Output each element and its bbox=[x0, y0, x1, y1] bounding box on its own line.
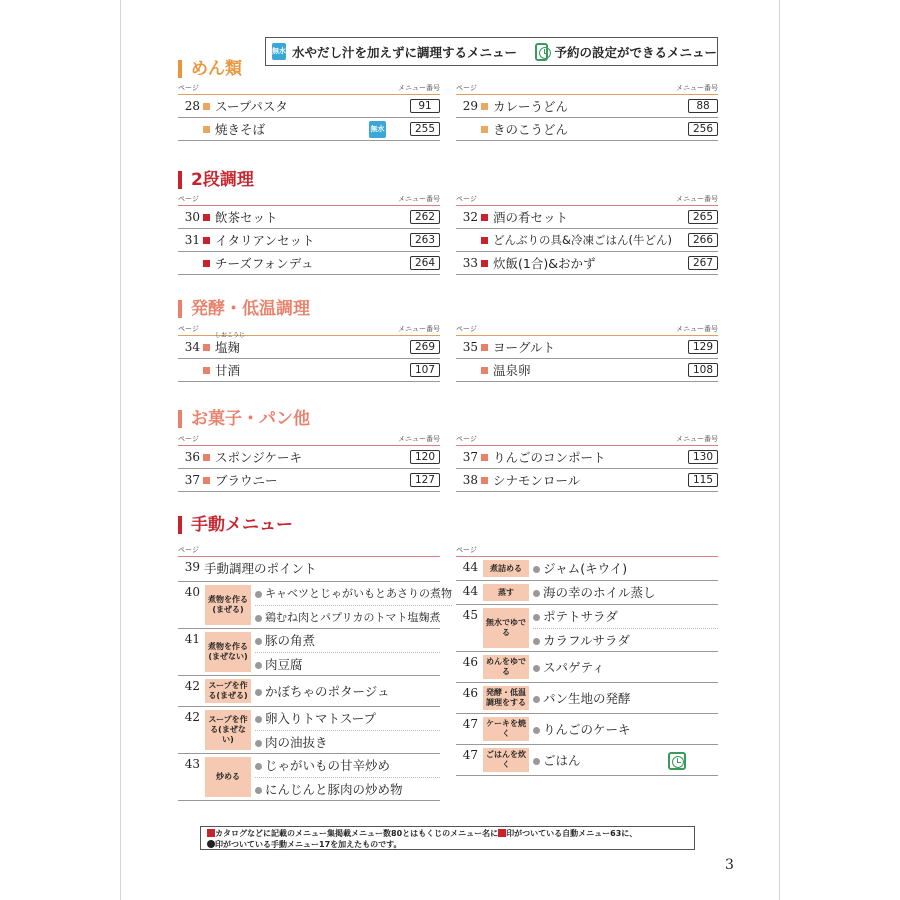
legend-box bbox=[265, 37, 718, 66]
col-header: ページ メニュー番号 bbox=[456, 85, 718, 95]
col-header: ページ メニュー番号 bbox=[456, 436, 718, 446]
category-tag: 炒める bbox=[205, 757, 251, 797]
manual-row[interactable]: 42 スープを作る(まぜない) 卵入りトマトスープ 肉の油抜き bbox=[178, 707, 440, 754]
menu-row[interactable]: 温泉卵 108 bbox=[456, 359, 718, 382]
timer-icon bbox=[668, 752, 686, 770]
manual-right-col bbox=[456, 543, 718, 776]
page-number: 3 bbox=[725, 857, 734, 873]
menu-row[interactable]: どんぶりの具&冷凍ごはん(牛どん) 266 bbox=[456, 229, 718, 252]
col-header: ページ bbox=[456, 543, 718, 557]
men-right-col bbox=[456, 85, 718, 141]
menu-row[interactable]: 焼きそば 無水 255 bbox=[178, 118, 440, 141]
musui-icon: 無水 bbox=[369, 121, 386, 138]
red-square-icon bbox=[498, 829, 506, 837]
manual-left-col bbox=[178, 543, 452, 801]
menu-row[interactable]: チーズフォンデュ 264 bbox=[178, 252, 440, 275]
menu-row[interactable]: 37 りんごのコンポート 130 bbox=[456, 446, 718, 469]
category-tag: 煮詰める bbox=[483, 560, 529, 577]
manual-row[interactable]: 46 めんをゆでる スパゲティ bbox=[456, 652, 718, 683]
nidan-right-col bbox=[456, 196, 718, 275]
musui-icon: 無水 bbox=[272, 43, 286, 60]
okashi-left-col bbox=[178, 436, 440, 492]
menu-row[interactable]: 38 シナモンロール 115 bbox=[456, 469, 718, 492]
menu-row[interactable]: 29 カレーうどん 88 bbox=[456, 95, 718, 118]
menu-row[interactable]: 36 スポンジケーキ 120 bbox=[178, 446, 440, 469]
category-tag: めんをゆでる bbox=[483, 655, 529, 679]
manual-row[interactable]: 40 煮物を作る(まぜる) キャベツとじゃがいもとあさりの煮物 鶏むね肉とパプリカのトマト塩麹煮 bbox=[178, 582, 440, 629]
col-header: ページ メニュー番号 bbox=[178, 436, 440, 446]
category-tag: 発酵・低温調理をする bbox=[483, 686, 529, 710]
col-header: ページ メニュー番号 bbox=[178, 326, 440, 336]
col-header: ページ メニュー番号 bbox=[178, 196, 440, 206]
category-tag: ごはんを炊く bbox=[483, 748, 529, 772]
section-title-manual: 手動メニュー bbox=[178, 516, 293, 534]
col-header: ページ bbox=[178, 543, 440, 557]
section-title-okashi: お菓子・パン他 bbox=[178, 410, 310, 428]
col-header: ページ メニュー番号 bbox=[456, 196, 718, 206]
col-header: ページ メニュー番号 bbox=[178, 85, 440, 95]
black-dot-icon bbox=[207, 840, 215, 848]
menu-row[interactable]: 37 ブラウニー 127 bbox=[178, 469, 440, 492]
manual-row[interactable]: 47 ケーキを焼く りんごのケーキ bbox=[456, 714, 718, 745]
hakko-left-col bbox=[178, 326, 440, 382]
menu-row[interactable]: 33 炊飯(1合)&おかず 267 bbox=[456, 252, 718, 275]
manual-row[interactable]: 44 蒸す 海の幸のホイル蒸し bbox=[456, 581, 718, 605]
menu-row[interactable]: 31 イタリアンセット 263 bbox=[178, 229, 440, 252]
manual-row[interactable]: 41 煮物を作る(まぜない) 豚の角煮 肉豆腐 bbox=[178, 629, 440, 676]
menu-row[interactable]: 28 スープパスタ 91 bbox=[178, 95, 440, 118]
section-title-men: めん類 bbox=[178, 60, 242, 78]
menu-row[interactable]: 35 ヨーグルト 129 bbox=[456, 336, 718, 359]
category-tag: 蒸す bbox=[483, 584, 529, 601]
menu-row[interactable]: きのこうどん 256 bbox=[456, 118, 718, 141]
hakko-right-col bbox=[456, 326, 718, 382]
category-tag: 煮物を作る(まぜる) bbox=[205, 585, 251, 625]
category-tag: 煮物を作る(まぜない) bbox=[205, 632, 251, 672]
category-tag: 無水でゆでる bbox=[483, 608, 529, 648]
menu-row[interactable]: 32 酒の肴セット 265 bbox=[456, 206, 718, 229]
okashi-right-col bbox=[456, 436, 718, 492]
manual-row[interactable]: 43 炒める じゃがいもの甘辛炒め にんじんと豚肉の炒め物 bbox=[178, 754, 440, 801]
col-header: ページ メニュー番号 bbox=[456, 326, 718, 336]
footnote: カタログなどに記載のメニュー集掲載メニュー数80とはもくじのメニュー名に 印がついている自動メニュー63に、 印がついている手動メニュー17を加えたものです。 bbox=[200, 826, 695, 850]
legend-musui-text: 水やだし汁を加えずに調理するメニュー bbox=[292, 44, 518, 60]
menu-row[interactable]: 甘酒 107 bbox=[178, 359, 440, 382]
manual-row[interactable]: 45 無水でゆでる ポテトサラダ カラフルサラダ bbox=[456, 605, 718, 652]
manual-row[interactable]: 39 手動調理のポイント bbox=[178, 557, 440, 582]
timer-icon bbox=[535, 43, 548, 61]
category-tag: ケーキを焼く bbox=[483, 717, 529, 741]
nidan-left-col bbox=[178, 196, 440, 275]
menu-row[interactable]: 30 飲茶セット 262 bbox=[178, 206, 440, 229]
men-left-col bbox=[178, 85, 440, 141]
red-square-icon bbox=[207, 829, 215, 837]
section-title-hakko: 発酵・低温調理 bbox=[178, 300, 310, 318]
legend-timer-text: 予約の設定ができるメニュー bbox=[554, 44, 717, 60]
menu-row[interactable]: 34 しおこうじ 塩麹 269 bbox=[178, 336, 440, 359]
category-tag: スープを作る(まぜる) bbox=[205, 679, 251, 703]
manual-row[interactable]: 47 ごはんを炊く ごはん bbox=[456, 745, 718, 776]
manual-row[interactable]: 46 発酵・低温調理をする パン生地の発酵 bbox=[456, 683, 718, 714]
manual-row[interactable]: 44 煮詰める ジャム(キウイ) bbox=[456, 557, 718, 581]
category-tag: スープを作る(まぜない) bbox=[205, 710, 251, 750]
section-title-nidan: 2段調理 bbox=[178, 171, 254, 189]
manual-row[interactable]: 42 スープを作る(まぜる) かぼちゃのポタージュ bbox=[178, 676, 440, 707]
